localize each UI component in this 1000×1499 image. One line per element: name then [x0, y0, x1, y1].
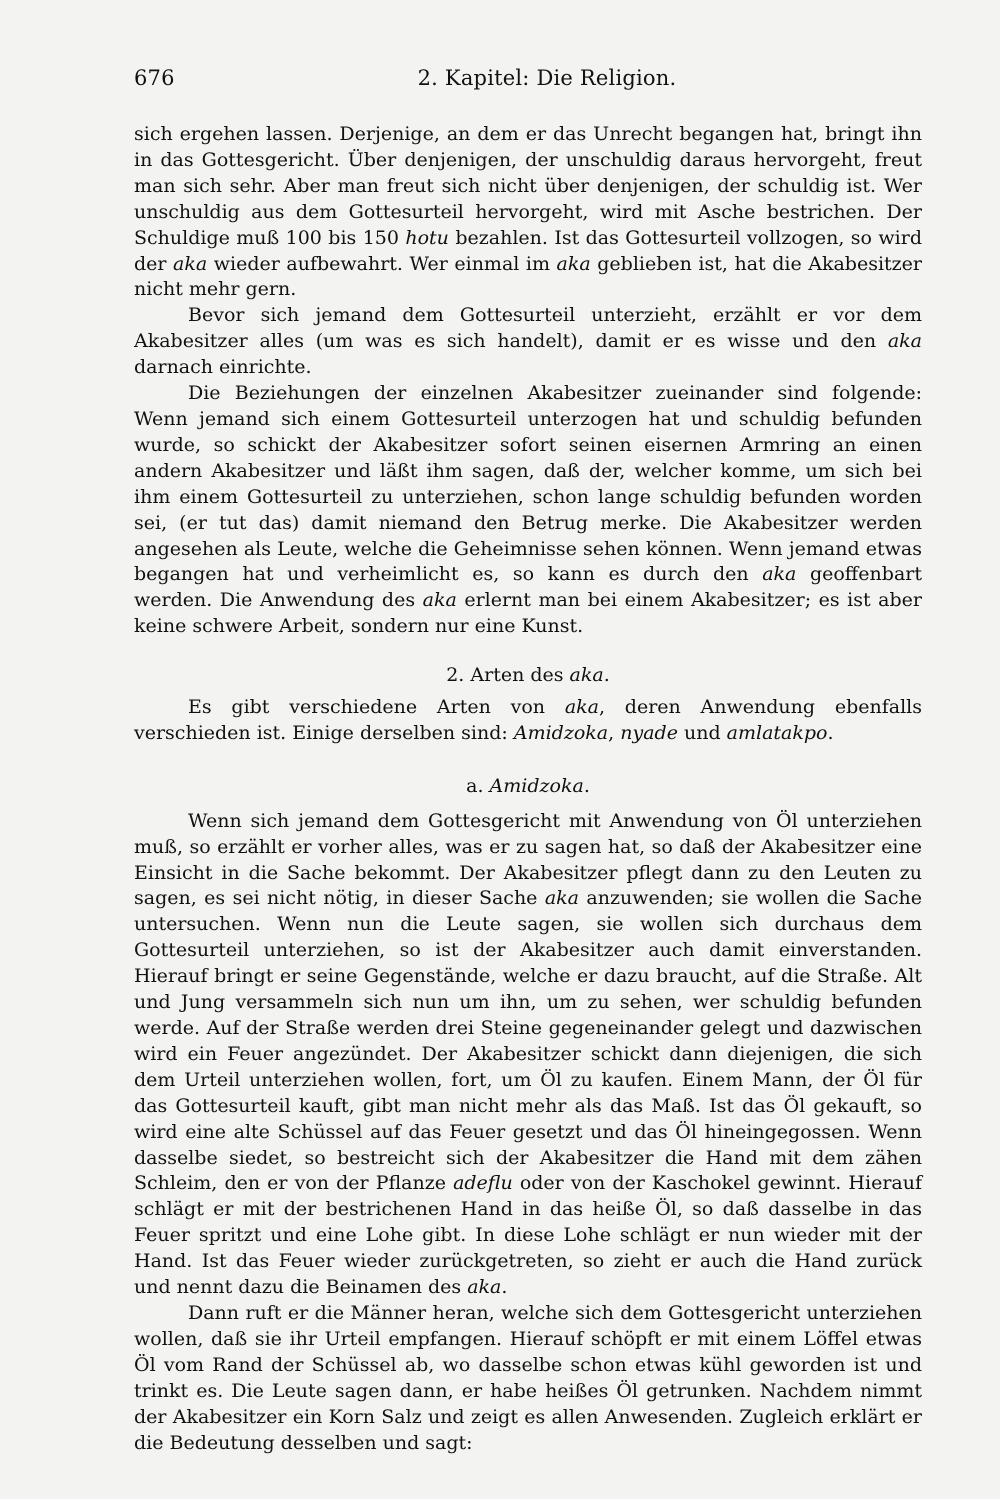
- paragraph: Die Beziehungen der einzelnen Akabesitzer zueinander sind folgende: Wenn jemand sich einem Gottesurteil unterzogen hat und schuldig befunden wurde, so schickt der Akabesitzer sofort seinen eisernen Armring an einen andern Akabesitzer und läßt ihm sagen, daß der, welcher komme, um sich bei ihm einem Gottesurteil zu unterziehen, schon lange schuldig befunden worden sei, (er tut das) damit niemand den Betrug merke. Die Akabesitzer werden angesehen als Leute, welche die Geheimnisse sehen können. Wenn jemand etwas begangen hat und verheimlicht es, so kann es durch den aka geoffenbart werden. Die Anwendung des aka erlernt man bei einem Akabesitzer; es ist aber keine schwere Arbeit, sondern nur eine Kunst.: [134, 382, 922, 638]
- page-body: [134, 122, 922, 1456]
- subsection-heading: a. Amidzoka.: [466, 774, 590, 797]
- running-title: 2. Kapitel: Die Religion.: [417, 66, 677, 90]
- section-heading: 2. Arten des aka.: [446, 664, 610, 687]
- page-header: [134, 66, 920, 96]
- paragraph: Bevor sich jemand dem Gottesurteil unterzieht, erzählt er vor dem Akabesitzer alles (um was es sich handelt), damit er es wisse und den aka darnach einrichte.: [134, 304, 922, 379]
- paragraph: sich ergehen lassen. Derjenige, an dem er das Unrecht begangen hat, bringt ihn in das Gottesgericht. Über denjenigen, der unschuldig daraus hervorgeht, freut man sich sehr. Aber man freut sich nicht über denjenigen, der schuldig ist. Wer unschuldig aus dem Gottesurteil hervorgeht, wird mit Asche bestrichen. Der Schuldige muß 100 bis 150 hotu bezahlen. Ist das Gottesurteil vollzogen, so wird der aka wieder aufbewahrt. Wer einmal im aka geblieben ist, hat die Akabesitzer nicht mehr gern.: [134, 123, 923, 301]
- page-number: 676: [134, 66, 175, 90]
- paragraph: Wenn sich jemand dem Gottesgericht mit Anwendung von Öl unterziehen muß, so erzählt er vorher alles, was er zu sagen hat, so daß der Akabesitzer eine Einsicht in die Sache bekommt. Der Akabesitzer pflegt dann zu den Leuten zu sagen, es sei nicht nötig, in dieser Sache aka anzuwenden; sie wollen die Sache untersuchen. Wenn nun die Leute sagen, sie wollen sich durchaus dem Gottesurteil unterziehen, so ist der Akabesitzer auch damit einverstanden. Hierauf bringt er seine Gegenstände, welche er dazu braucht, auf die Straße. Alt und Jung versammeln sich nun um ihn, um zu sehen, wer schuldig befunden werde. Auf der Straße werden drei Steine gegeneinander gelegt und dazwischen wird ein Feuer angezündet. Der Akabesitzer schickt dann diejenigen, die sich dem Urteil unterziehen wollen, fort, um Öl zu kaufen. Einem Mann, der Öl für das Gottesurteil kauft, gibt man nicht mehr als das Maß. Ist das Öl gekauft, so wird eine alte Schüssel auf das Feuer gesetzt und das Öl hineingegossen. Wenn dasselbe siedet, so bestreicht sich der Akabesitzer die Hand mit dem zähen Schleim, den er von der Pflanze adeflu oder von der Kaschokel gewinnt. Hierauf schlägt er mit der bestrichenen Hand in das heiße Öl, so daß dasselbe in das Feuer spritzt und eine Lohe gibt. In diese Lohe schlägt er nun wieder mit der Hand. Ist das Feuer wieder zurückgetreten, so zieht er auch die Hand zurück und nennt dazu die Beinamen des aka.: [134, 809, 923, 1299]
- paragraph: Es gibt verschiedene Arten von aka, deren Anwendung ebenfalls verschieden ist. Einige derselben sind: Amidzoka, nyade und amlatakpo.: [134, 696, 922, 744]
- paragraph: Dann ruft er die Männer heran, welche sich dem Gottesgericht unterziehen wollen, daß sie ihr Urteil empfangen. Hierauf schöpft er mit einem Löffel etwas Öl vom Rand der Schüssel ab, wo dasselbe schon etwas kühl geworden ist und trinkt es. Die Leute sagen dann, er habe heißes Öl getrunken. Nachdem nimmt der Akabesitzer ein Korn Salz und zeigt es allen Anwesenden. Zugleich erklärt er die Bedeutung desselben und sagt:: [134, 1301, 922, 1454]
